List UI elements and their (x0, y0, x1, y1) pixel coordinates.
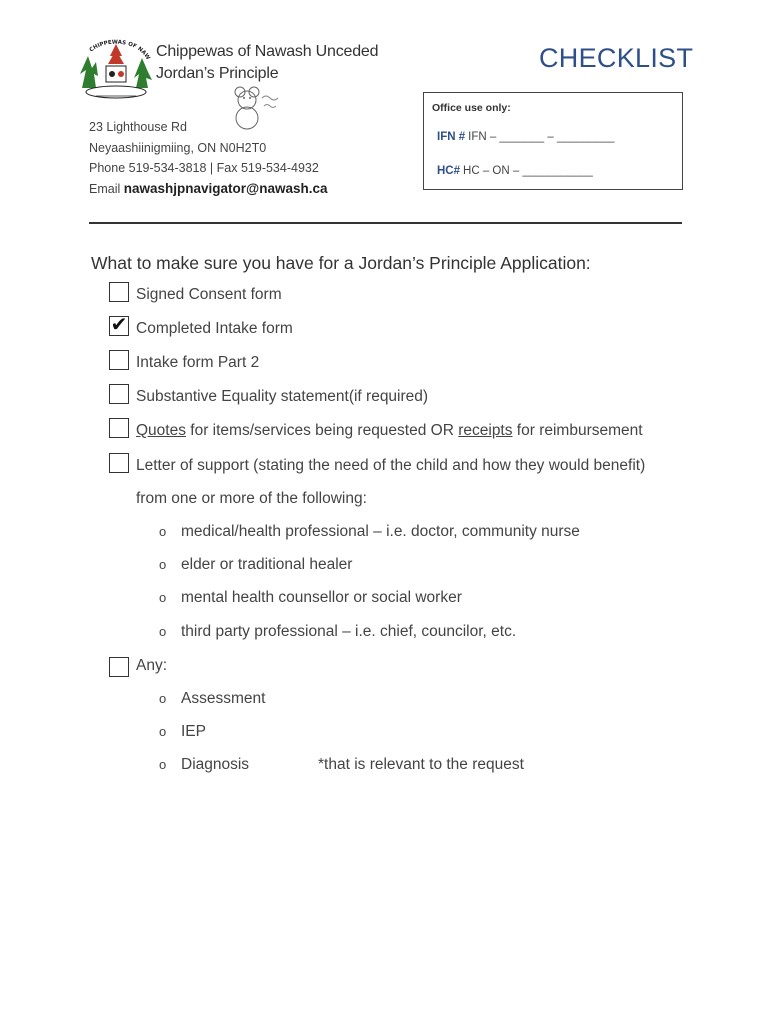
ifn-field[interactable]: IFN – _______ – _________ (468, 131, 615, 143)
list-bullet: o (159, 524, 167, 539)
list-bullet: o (159, 624, 167, 639)
divider (89, 222, 682, 224)
support-item: elder or traditional healer (181, 556, 353, 573)
address-phone-fax: Phone 519-534-3818 | Fax 519-534-4932 (89, 161, 319, 175)
list-bullet: o (159, 724, 167, 739)
receipts-text: receipts (458, 422, 513, 439)
any-item-assessment: Assessment (181, 690, 266, 707)
checkbox-substantive-equality[interactable] (109, 384, 129, 404)
nawash-logo (76, 34, 156, 102)
address-street: 23 Lighthouse Rd (89, 120, 187, 134)
item-letter-of-support: Letter of support (stating the need of the child and how they would benefit) (136, 457, 646, 474)
email-link[interactable]: nawashjpnavigator@nawash.ca (123, 180, 328, 196)
item-intake-part2: Intake form Part 2 (136, 354, 260, 371)
address-city: Neyaashiinigmiing, ON N0H2T0 (89, 140, 267, 155)
page-title: CHECKLIST (539, 43, 694, 73)
quotes-end-text: for reimbursement (512, 422, 643, 439)
support-item: medical/health professional – i.e. doctor, community nurse (181, 523, 580, 540)
address-block (89, 117, 327, 199)
item-signed-consent: Signed Consent form (136, 286, 282, 303)
checkbox-signed-consent[interactable] (109, 282, 129, 302)
org-name: Chippewas of Nawash Unceded (156, 43, 379, 60)
program-name: Jordan’s Principle (156, 65, 279, 82)
office-use-box (423, 92, 683, 190)
quotes-text: Quotes (136, 422, 186, 439)
list-bullet: o (159, 757, 167, 772)
office-use-title: Office use only: (432, 102, 511, 114)
checklist-heading: What to make sure you have for a Jordan’s Principle Application: (91, 253, 591, 273)
checkbox-any[interactable] (109, 657, 129, 677)
any-item-iep: IEP (181, 723, 206, 740)
list-bullet: o (159, 557, 167, 572)
list-bullet: o (159, 691, 167, 706)
any-item-diagnosis: Diagnosis (181, 756, 250, 773)
checkbox-completed-intake[interactable]: ✔ (110, 314, 128, 336)
support-item: mental health counsellor or social worker (181, 589, 462, 606)
address-email-row (89, 179, 327, 200)
hc-row (437, 165, 593, 177)
email-label: Email (89, 181, 121, 196)
checkbox-intake-part2[interactable] (109, 350, 129, 370)
ifn-tag: IFN # (437, 131, 466, 143)
checkbox-quotes-receipts[interactable] (109, 418, 129, 438)
item-substantive-equality: Substantive Equality statement(if required) (136, 388, 429, 405)
item-letter-of-support-cont: from one or more of the following: (136, 490, 367, 507)
ifn-row (437, 131, 615, 143)
quotes-mid-text: for items/services being requested OR (185, 422, 459, 439)
logo-text: CHIPPEWAS OF NAW (88, 39, 151, 61)
checkbox-letter-of-support[interactable] (109, 453, 129, 473)
list-bullet: o (159, 590, 167, 605)
item-quotes-receipts (136, 422, 643, 440)
hc-tag: HC# (437, 165, 461, 177)
item-completed-intake: Completed Intake form (136, 320, 293, 337)
diagnosis-note: *that is relevant to the request (318, 756, 524, 773)
item-any: Any: (136, 657, 168, 674)
hc-field[interactable]: HC – ON – ___________ (463, 165, 593, 177)
support-item: third party professional – i.e. chief, councilor, etc. (181, 623, 517, 640)
